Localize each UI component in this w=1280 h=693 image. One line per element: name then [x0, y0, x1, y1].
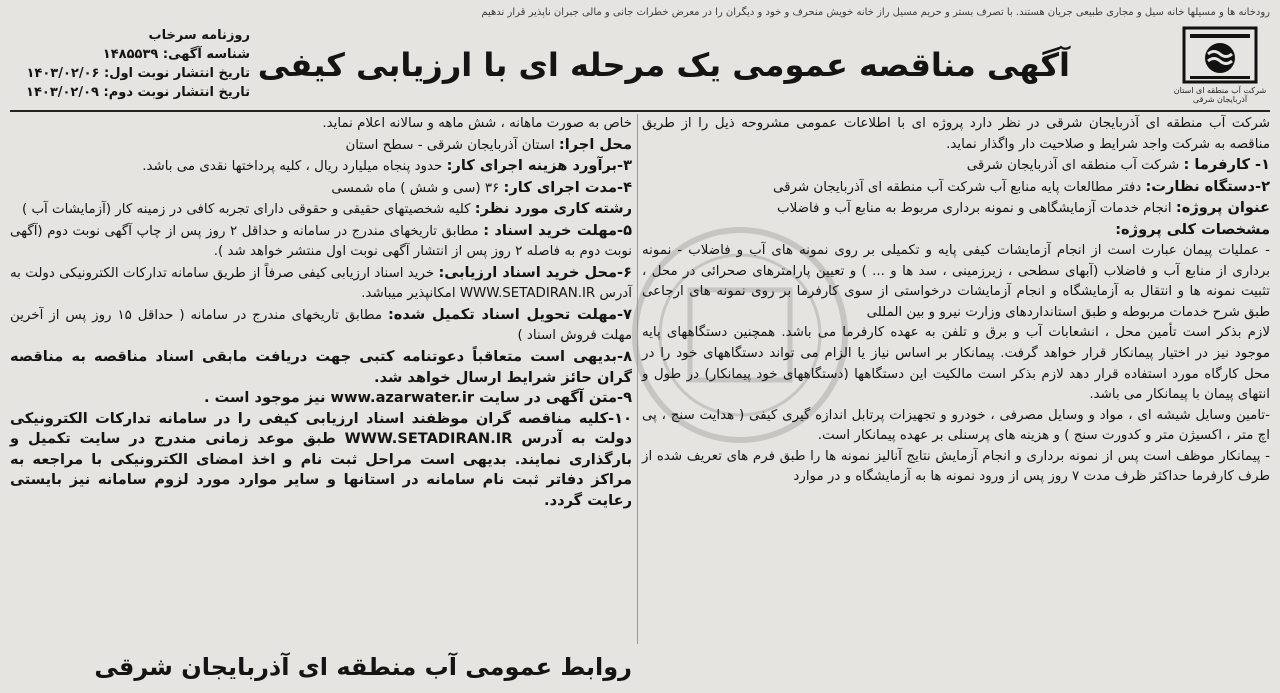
supervisor-label: ۲-دستگاه نظارت:: [1145, 177, 1270, 195]
ad-headline: آگهی مناقصه عمومی یک مرحله ای با ارزیابی کیفی: [257, 46, 1070, 84]
specs-paragraph-4: - پیمانکار موظف است پس از نمونه برداری و انجام آزمایش نتایج آنالیز نمونه ها را طبق فرم های تعریف شده از طرف کارفرما حداکثر ظرف مدت ۷ روز پس از ورود نمونه ها به آزمایشگاه و در موارد: [642, 448, 1270, 485]
second-publish-date: تاریخ انتشار نوبت دوم: ۱۴۰۳/۰۲/۰۹: [26, 85, 250, 100]
field-line: [10, 199, 632, 221]
newspaper-name: روزنامه سرخاب: [148, 28, 250, 43]
delivery-value: مطابق تاریخهای مندرج در سامانه ( حداقل ۱۵ روز پس از آخرین مهلت فروش اسناد ): [10, 307, 632, 344]
item-10-text-1: ۱۰-کلیه مناقصه گران موظفند اسناد ارزیابی کیفی را در سامانه تدارکات الکترونیکی دولت به آدرس: [10, 409, 632, 448]
docs-value-1: خرید اسناد ارزیابی کیفی صرفاً از طریق سامانه تدارکات الکترونیکی دولت به آدرس: [10, 265, 632, 302]
supervisor-value: دفتر مطالعات پایه منابع آب شرکت آب منطقه ای آذربایجان شرقی: [772, 179, 1146, 195]
ad-meta: [10, 26, 250, 102]
intro-paragraph: شرکت آب منطقه ای آذربایجان شرقی در نظر دارد پروژه ای با اطلاعات عمومی مشروحه ذیل را از طریق مناقصه به شرکت واجد شرایط و صلاحیت دار واگذار نماید.: [642, 116, 1270, 152]
specs-paragraph-1: - عملیات پیمان عبارت است از انجام آزمایشات کیفی پایه و تکمیلی بر روی نمونه های آب و فاضلاب - نمونه برداری از منابع آب و فاضلاب (آبهای سطحی ، زیرزمینی ، سد ها و ... ) و تعیین پارامترهای صحرائی در محل ، تثبیت نمونه ها و انتقال به آزمایشگاه و انجام آزمایشات درخواستی از سوی کارفرما بر روی نمونه های ارجاعی طبق شرح خدمات مربوطه و طبق استانداردهای وزارت نیرو و بین المللی: [642, 243, 1270, 320]
project-label: عنوان پروژه:: [1175, 199, 1270, 217]
cost-label: ۳-برآورد هزینه اجرای کار:: [446, 157, 632, 175]
field-label: رشته کاری مورد نظر:: [474, 200, 632, 218]
item-9-text-2: نیز موجود است .: [203, 389, 331, 407]
location-value: استان آذربایجان شرقی - سطح استان: [345, 137, 559, 153]
azarwater-link[interactable]: www.azarwater.ir: [330, 389, 475, 407]
employer-value: شرکت آب منطقه ای آذربایجان شرقی: [966, 158, 1184, 174]
item-9: [10, 388, 632, 409]
specs-paragraph-2: لازم بذکر است تأمین محل ، انشعابات آب و برق و تلفن به عهده کارفرما می باشد. همچنین دستگاههای پایه موجود نیز در اختیار پیمانکار قرار خواهد گرفت. پیمانکار بر اساس نیاز یا الزام می تواند دستگاههای خود را در محل کارگاه مورد استفاده قرار دهد لازم بذکر است مالکیت این دستگاهها (دستگاههای خود پیمانکار) در طول و انتهای پیمان با پیمانکار می باشد.: [642, 325, 1270, 403]
docs-line: [10, 263, 632, 305]
delivery-line: [10, 305, 632, 347]
docs-label: ۶-محل خرید اسناد ارزیابی:: [438, 263, 633, 281]
purchase-label: ۵-مهلت خرید اسناد :: [483, 221, 632, 239]
docs-value-2: امکانپذیر میباشد.: [361, 286, 460, 302]
specs-heading: [642, 220, 1270, 242]
location-line: [10, 135, 632, 157]
specs-label: مشخصات کلی پروژه:: [1115, 220, 1270, 238]
purchase-line: [10, 221, 632, 263]
item-10: [10, 409, 632, 512]
setadiran-link-2[interactable]: WWW.SETADIRAN.IR: [344, 430, 513, 448]
column-divider: [637, 114, 638, 644]
ad-header: [10, 22, 1270, 112]
ad-id: شناسه آگهی: ۱۴۸۵۵۳۹: [102, 47, 250, 62]
item-9-text-1: ۹-متن آگهی در سایت: [474, 389, 632, 407]
setadiran-link[interactable]: WWW.SETADIRAN.IR: [459, 286, 596, 302]
cost-line: [10, 156, 632, 178]
cost-value: حدود پنجاه میلیارد ریال ، کلیه پرداختها نقدی می باشد.: [142, 159, 447, 175]
first-publish-date: تاریخ انتشار نوبت اول: ۱۴۰۳/۰۲/۰۶: [26, 66, 250, 81]
location-label: محل اجرا:: [558, 135, 632, 153]
employer-label: ۱- کارفرما :: [1183, 156, 1270, 174]
duration-value: ۳۶ (سی و شش ) ماه شمسی: [331, 180, 504, 196]
left-column: [10, 114, 632, 511]
field-value: کلیه شخصیتهای حقیقی و حقوقی دارای تجربه کافی در زمینه کار (آزمایشات آب ): [21, 202, 475, 218]
duration-line: [10, 178, 632, 200]
project-line: [642, 198, 1270, 220]
top-notice: رودخانه ها و مسیلها خانه سیل و مجاری طبیعی جریان هستند. با تصرف بستر و حریم مسیل راز خانه خویش منحرف و خود و دیگران را در معرض خطرات جانی و مالی جبران ناپذیر قرار ندهیم: [481, 7, 1270, 18]
specs-paragraph-3: -تامین وسایل شیشه ای ، مواد و وسایل مصرفی ، خودرو و تجهیزات پرتابل اندازه گیری کیفی ( هدایت سنج ، پی اچ متر ، اکسیژن متر و کدورت سنج ) و هزینه های پرسنلی بر عهده پیمانکار است.: [642, 407, 1270, 444]
item-8: ۸-بدیهی است متعاقباً دعوتنامه کتبی جهت دریافت مابقی اسناد مناقصه به مناقصه گران حائز شرایط ارسال خواهد شد.: [10, 348, 632, 386]
footer-signature: روابط عمومی آب منطقه ای آذربایجان شرقی: [94, 653, 632, 681]
continuation-line: خاص به صورت ماهانه ، شش ماهه و سالانه اعلام نماید.: [322, 116, 632, 131]
delivery-label: ۷-مهلت تحویل اسناد تکمیل شده:: [387, 305, 632, 323]
purchase-value: مطابق تاریخهای مندرج در سامانه و حداقل ۲ روز پس از چاپ آگهی نوبت دوم (آگهی نوبت دوم به فاصله ۲ روز پس از انتشار آگهی نوبت اول منتشر خواهد شد ).: [10, 223, 632, 260]
employer-line: [642, 155, 1270, 177]
logo-caption: شرکت آب منطقه ای استان آذربایجان شرقی: [1173, 86, 1267, 104]
item-10-text-2: طبق موعد زمانی مندرج در سایت تکمیل و بارگذاری نمایند. بدیهی است مراحل ثبت نام و اخذ امضای الکترونیکی با مراجعه به مراکز دفاتر ثبت نام سامانه در استانها و سایر موارد مورد لزوم سامانه نیز بایستی رعایت گردد.: [10, 430, 632, 509]
project-value: انجام خدمات آزمایشگاهی و نمونه برداری مربوط به منابع آب و فاضلاب: [776, 201, 1176, 217]
right-column: [642, 114, 1270, 488]
supervisor-line: [642, 177, 1270, 199]
duration-label: ۴-مدت اجرای کار:: [503, 178, 632, 196]
